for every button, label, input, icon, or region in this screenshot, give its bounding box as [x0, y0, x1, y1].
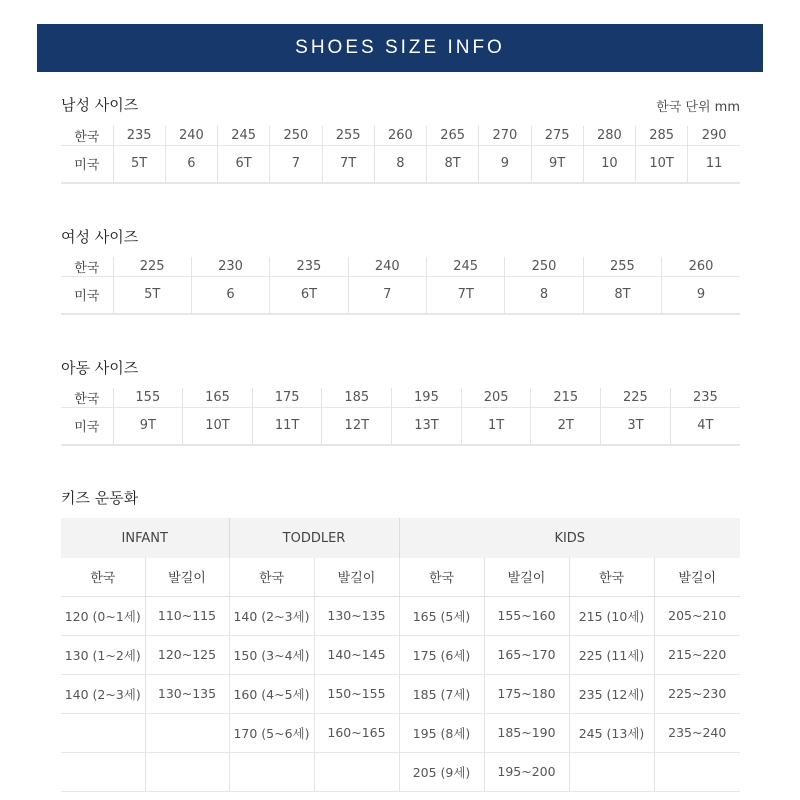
korean-size-cell: 175: [252, 388, 322, 408]
us-size-cell: 1T: [461, 408, 531, 445]
us-size-cell: 7T: [427, 277, 505, 314]
korean-size-cell: 185: [322, 388, 392, 408]
us-size-cell: 10: [583, 146, 635, 183]
us-size-cell: 6: [191, 277, 269, 314]
korean-size-cell: 290: [701, 128, 727, 143]
table-row: [61, 635, 740, 674]
men-size-title: 남성 사이즈: [61, 96, 139, 114]
korean-size-cell: 215 (10세): [569, 596, 654, 635]
foot-length-cell: 205~210: [654, 596, 740, 635]
foot-length-cell: 195~200: [484, 752, 569, 791]
us-size-cell: 9T: [531, 146, 583, 183]
korean-size-cell: 245: [427, 257, 505, 277]
subheader-foot-length: 발길이: [484, 558, 569, 596]
women-row-kr: [61, 257, 740, 277]
us-size-cell: 9: [479, 146, 531, 183]
foot-length-cell: 150~155: [314, 674, 399, 713]
foot-length-cell: 225~230: [654, 674, 740, 713]
foot-length-cell: 185~190: [484, 713, 569, 752]
children-row-kr: [61, 388, 740, 408]
foot-length-cell: 140~145: [314, 635, 399, 674]
us-size-cell: 8: [374, 146, 426, 183]
korean-size-cell: 260: [374, 126, 426, 146]
subheader-foot-length: 발길이: [145, 558, 229, 596]
table-row: [61, 752, 740, 791]
us-size-cell: 8T: [583, 277, 661, 314]
banner-title: SHOES SIZE INFO: [295, 37, 505, 58]
table-row: [61, 713, 740, 752]
korean-size-cell: 260: [688, 259, 714, 274]
us-size-cell: 7T: [322, 146, 374, 183]
us-size-cell: 5T: [113, 277, 191, 314]
us-size-cell: 7: [270, 146, 322, 183]
korean-size-cell: 245 (13세): [569, 713, 654, 752]
korean-size-cell: 235: [270, 257, 348, 277]
subheader-korean-size: 한국: [399, 558, 484, 596]
korean-size-cell: 140 (2~3세): [229, 596, 314, 635]
group-toddler: TODDLER: [229, 518, 399, 558]
korean-size-cell: 245: [218, 126, 270, 146]
subheader-korean-size: 한국: [569, 558, 654, 596]
korean-size-cell: 195: [392, 388, 462, 408]
korean-size-cell: 160 (4~5세): [229, 674, 314, 713]
us-size-cell: 6T: [218, 146, 270, 183]
women-size-title: 여성 사이즈: [61, 228, 139, 246]
korean-size-cell: 255: [322, 126, 374, 146]
korean-size-cell: 270: [479, 126, 531, 146]
korean-size-cell: 225: [601, 388, 671, 408]
children-size-table: [61, 388, 740, 446]
korean-size-cell: 140 (2~3세): [61, 674, 145, 713]
foot-length-cell: [654, 752, 740, 791]
korean-size-cell: 240: [165, 126, 217, 146]
table-row: [61, 674, 740, 713]
korean-size-cell: 235 (12세): [569, 674, 654, 713]
korean-size-cell: 165: [183, 388, 253, 408]
women-row-us: [61, 277, 740, 314]
korean-size-cell: 155: [113, 388, 183, 408]
row-label: 한국: [61, 388, 113, 408]
korean-size-cell: [61, 713, 145, 752]
korean-size-cell: 185 (7세): [399, 674, 484, 713]
us-size-cell: 9: [662, 277, 740, 314]
kids-subheader-row: [61, 558, 740, 596]
foot-length-cell: 175~180: [484, 674, 569, 713]
us-size-cell: 8T: [427, 146, 479, 183]
foot-length-cell: 155~160: [484, 596, 569, 635]
row-label: 한국: [61, 126, 113, 146]
foot-length-cell: 130~135: [145, 674, 229, 713]
men-row-us: [61, 146, 740, 183]
women-size-table: [61, 257, 740, 315]
us-size-cell: 13T: [392, 408, 462, 445]
korean-size-cell: [229, 752, 314, 791]
us-size-cell: 10T: [183, 408, 253, 445]
page-banner: [37, 24, 763, 72]
korean-size-cell: 195 (8세): [399, 713, 484, 752]
foot-length-cell: 215~220: [654, 635, 740, 674]
us-size-cell: 7: [348, 277, 426, 314]
korean-size-cell: 275: [531, 126, 583, 146]
korean-size-cell: 235: [113, 126, 165, 146]
korean-size-cell: 225 (11세): [569, 635, 654, 674]
unit-note: 한국 단위 mm: [656, 100, 740, 115]
korean-size-cell: 120 (0~1세): [61, 596, 145, 635]
children-size-title: 아동 사이즈: [61, 359, 139, 377]
korean-size-cell: 165 (5세): [399, 596, 484, 635]
foot-length-cell: 110~115: [145, 596, 229, 635]
korean-size-cell: [61, 752, 145, 791]
korean-size-cell: 130 (1~2세): [61, 635, 145, 674]
table-row: [61, 596, 740, 635]
subheader-korean-size: 한국: [61, 558, 145, 596]
us-size-cell: 8: [505, 277, 583, 314]
row-label: 미국: [61, 408, 113, 445]
foot-length-cell: 120~125: [145, 635, 229, 674]
us-size-cell: 11T: [252, 408, 322, 445]
us-size-cell: 12T: [322, 408, 392, 445]
subheader-foot-length: 발길이: [314, 558, 399, 596]
us-size-cell: 10T: [636, 146, 688, 183]
men-row-kr: [61, 126, 740, 146]
row-label: 한국: [61, 257, 113, 277]
foot-length-cell: [314, 752, 399, 791]
korean-size-cell: 235: [692, 390, 718, 405]
korean-size-cell: 215: [531, 388, 601, 408]
korean-size-cell: 230: [191, 257, 269, 277]
korean-size-cell: 250: [505, 257, 583, 277]
korean-size-cell: 265: [427, 126, 479, 146]
korean-size-cell: 250: [270, 126, 322, 146]
us-size-cell: 9T: [113, 408, 183, 445]
row-label: 미국: [61, 277, 113, 314]
foot-length-cell: [145, 713, 229, 752]
men-size-table: [61, 126, 740, 184]
korean-size-cell: 170 (5~6세): [229, 713, 314, 752]
children-row-us: [61, 408, 740, 445]
us-size-cell: 2T: [531, 408, 601, 445]
korean-size-cell: 225: [113, 257, 191, 277]
subheader-foot-length: 발길이: [654, 558, 740, 596]
korean-size-cell: 240: [348, 257, 426, 277]
foot-length-cell: [145, 752, 229, 791]
korean-size-cell: 175 (6세): [399, 635, 484, 674]
korean-size-cell: 255: [583, 257, 661, 277]
us-size-cell: 11: [688, 146, 740, 183]
subheader-korean-size: 한국: [229, 558, 314, 596]
group-kids: KIDS: [399, 518, 740, 558]
foot-length-cell: 130~135: [314, 596, 399, 635]
foot-length-cell: 235~240: [654, 713, 740, 752]
foot-length-cell: 160~165: [314, 713, 399, 752]
group-infant: INFANT: [61, 518, 229, 558]
korean-size-cell: 285: [636, 126, 688, 146]
us-size-cell: 3T: [601, 408, 671, 445]
korean-size-cell: 205 (9세): [399, 752, 484, 791]
korean-size-cell: 205: [461, 388, 531, 408]
us-size-cell: 4T: [670, 408, 740, 445]
row-label: 미국: [61, 146, 113, 183]
foot-length-cell: 165~170: [484, 635, 569, 674]
us-size-cell: 5T: [113, 146, 165, 183]
us-size-cell: 6: [165, 146, 217, 183]
us-size-cell: 6T: [270, 277, 348, 314]
korean-size-cell: 150 (3~4세): [229, 635, 314, 674]
kids-shoes-title: 키즈 운동화: [61, 489, 139, 507]
kids-shoes-table: [61, 518, 740, 792]
korean-size-cell: [569, 752, 654, 791]
korean-size-cell: 280: [583, 126, 635, 146]
